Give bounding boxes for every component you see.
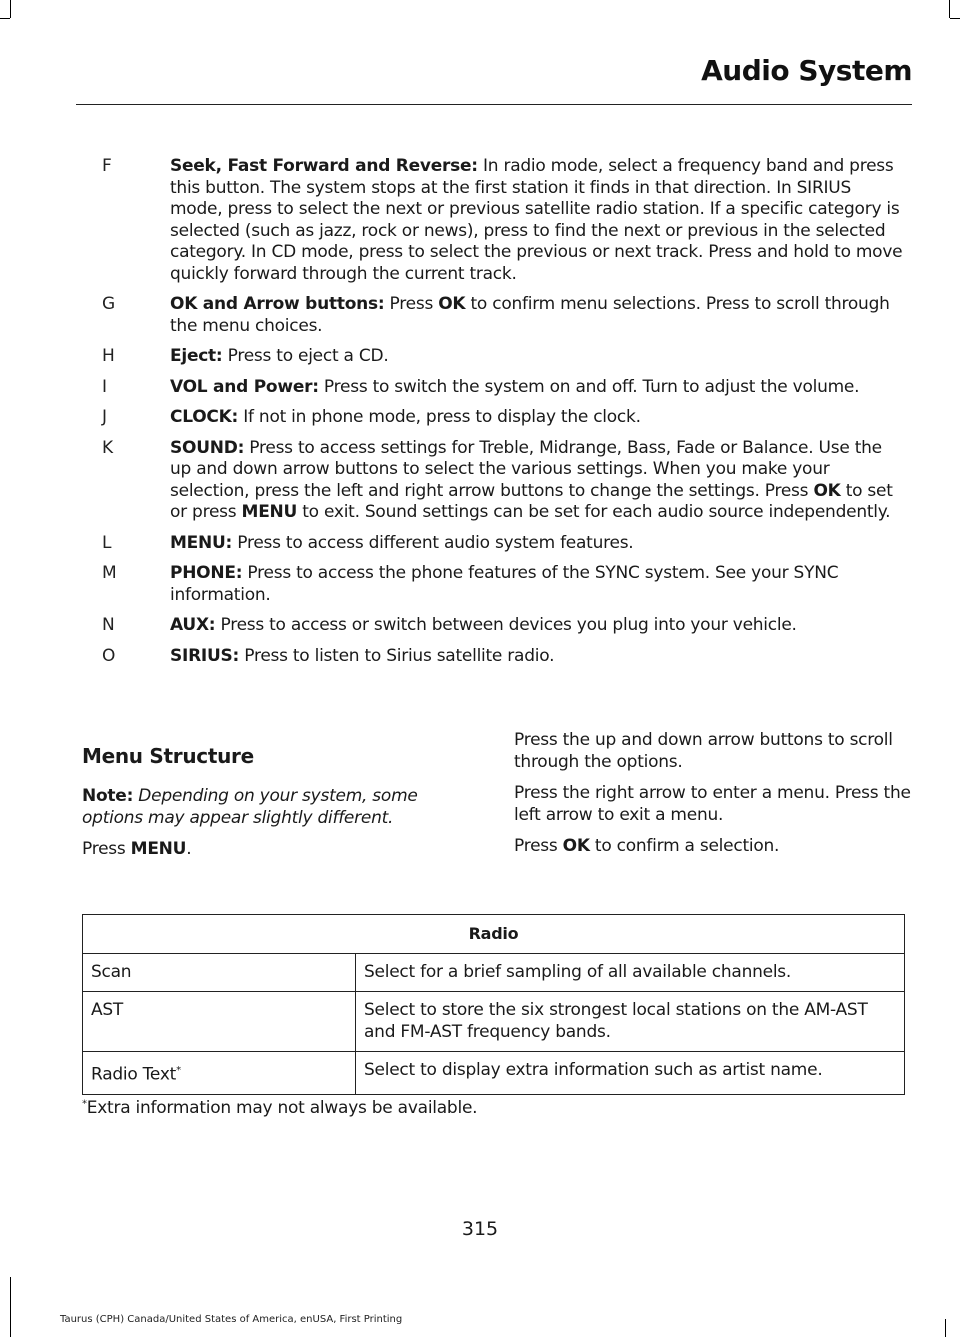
item-letter: M (102, 563, 117, 583)
item-letter: O (102, 645, 116, 666)
table-row (83, 992, 905, 1052)
item-text: CLOCK: If not in phone mode, press to display the clock. (170, 407, 641, 427)
table-cell-desc: Select to display extra information such as artist name. (356, 1052, 905, 1095)
item-letter: L (102, 532, 112, 553)
list-item (82, 407, 904, 429)
list-item (82, 377, 904, 399)
page-title: Audio System (701, 54, 912, 87)
list-item (82, 563, 904, 606)
crop-mark (10, 1277, 11, 1337)
table-row (83, 1052, 905, 1095)
item-letter: J (102, 407, 108, 427)
note: Note: Depending on your system, some options may appear slightly different. (82, 786, 418, 828)
item-text: PHONE: Press to access the phone features of the SYNC system. See your SYNC information. (170, 563, 839, 605)
crop-mark (950, 18, 960, 19)
item-letter: K (102, 437, 114, 458)
paragraph: Press OK to confirm a selection. (514, 836, 780, 856)
table-cell-desc: Select for a brief sampling of all available channels. (356, 953, 905, 992)
table-cell-name: AST (83, 992, 356, 1052)
button-descriptions (82, 156, 904, 676)
menu-structure-right (514, 730, 914, 868)
menu-structure-left (82, 744, 472, 871)
list-item (82, 438, 904, 524)
page-number: 315 (461, 1218, 499, 1240)
footnote: *Extra information may not always be available. (82, 1098, 478, 1118)
item-letter: H (102, 346, 115, 366)
table-cell-desc: Select to store the six strongest local stations on the AM-AST and FM-AST frequency bands. (356, 992, 905, 1052)
list-item (82, 533, 904, 555)
item-letter: I (102, 376, 108, 397)
item-letter: N (102, 615, 115, 635)
crop-mark (949, 0, 950, 18)
item-text: SOUND: Press to access settings for Treble, Midrange, Bass, Fade or Balance. Use the up and down arrow buttons to select the various settings. When you make your selection, press the left and right arrow buttons to change the settings. Press OK to set or press MENU to exit. Sound settings can be set for each audio source independently. (170, 437, 893, 522)
item-text: SIRIUS: Press to listen to Sirius satellite radio. (170, 645, 555, 666)
list-item (82, 346, 904, 368)
table-row (83, 953, 905, 992)
table-cell-name: Scan (83, 953, 356, 992)
list-item (82, 156, 904, 285)
crop-mark (0, 18, 10, 19)
header-divider (76, 104, 912, 105)
item-text: VOL and Power: Press to switch the system on and off. Turn to adjust the volume. (170, 376, 860, 397)
paragraph: Press the right arrow to enter a menu. Press the left arrow to exit a menu. (514, 783, 911, 825)
footer-text: Taurus (CPH) Canada/United States of America, enUSA, First Printing (60, 1314, 403, 1325)
section-heading: Menu Structure (82, 744, 254, 768)
crop-mark (10, 0, 11, 18)
table-cell-name: Radio Text* (83, 1052, 356, 1095)
paragraph: Press the up and down arrow buttons to scroll through the options. (514, 730, 893, 772)
item-text: MENU: Press to access different audio system features. (170, 532, 634, 553)
list-item (82, 294, 904, 337)
list-item (82, 646, 904, 668)
item-letter: G (102, 294, 116, 314)
item-text: Seek, Fast Forward and Reverse: In radio mode, select a frequency band and press this button. The system stops at the first station it finds in that direction. In SIRIUS mode, press to select the next or previous satellite radio station. If a specific category is selected (such as jazz, rock or news), press to find the next or previous in the selected category. In CD mode, press to select the previous or next track. Press and hold to move quickly forward through the current track. (170, 156, 903, 284)
press-menu-paragraph: Press MENU. (82, 839, 192, 859)
table-title: Radio (83, 915, 905, 954)
item-text: OK and Arrow buttons: Press OK to confirm menu selections. Press to scroll through the menu choices. (170, 294, 890, 336)
item-letter: F (102, 156, 112, 176)
item-text: AUX: Press to access or switch between devices you plug into your vehicle. (170, 615, 797, 635)
table-header-row (83, 915, 905, 954)
radio-table (82, 914, 905, 1095)
item-text: Eject: Press to eject a CD. (170, 346, 389, 366)
crop-mark (945, 1319, 946, 1337)
list-item (82, 615, 904, 637)
